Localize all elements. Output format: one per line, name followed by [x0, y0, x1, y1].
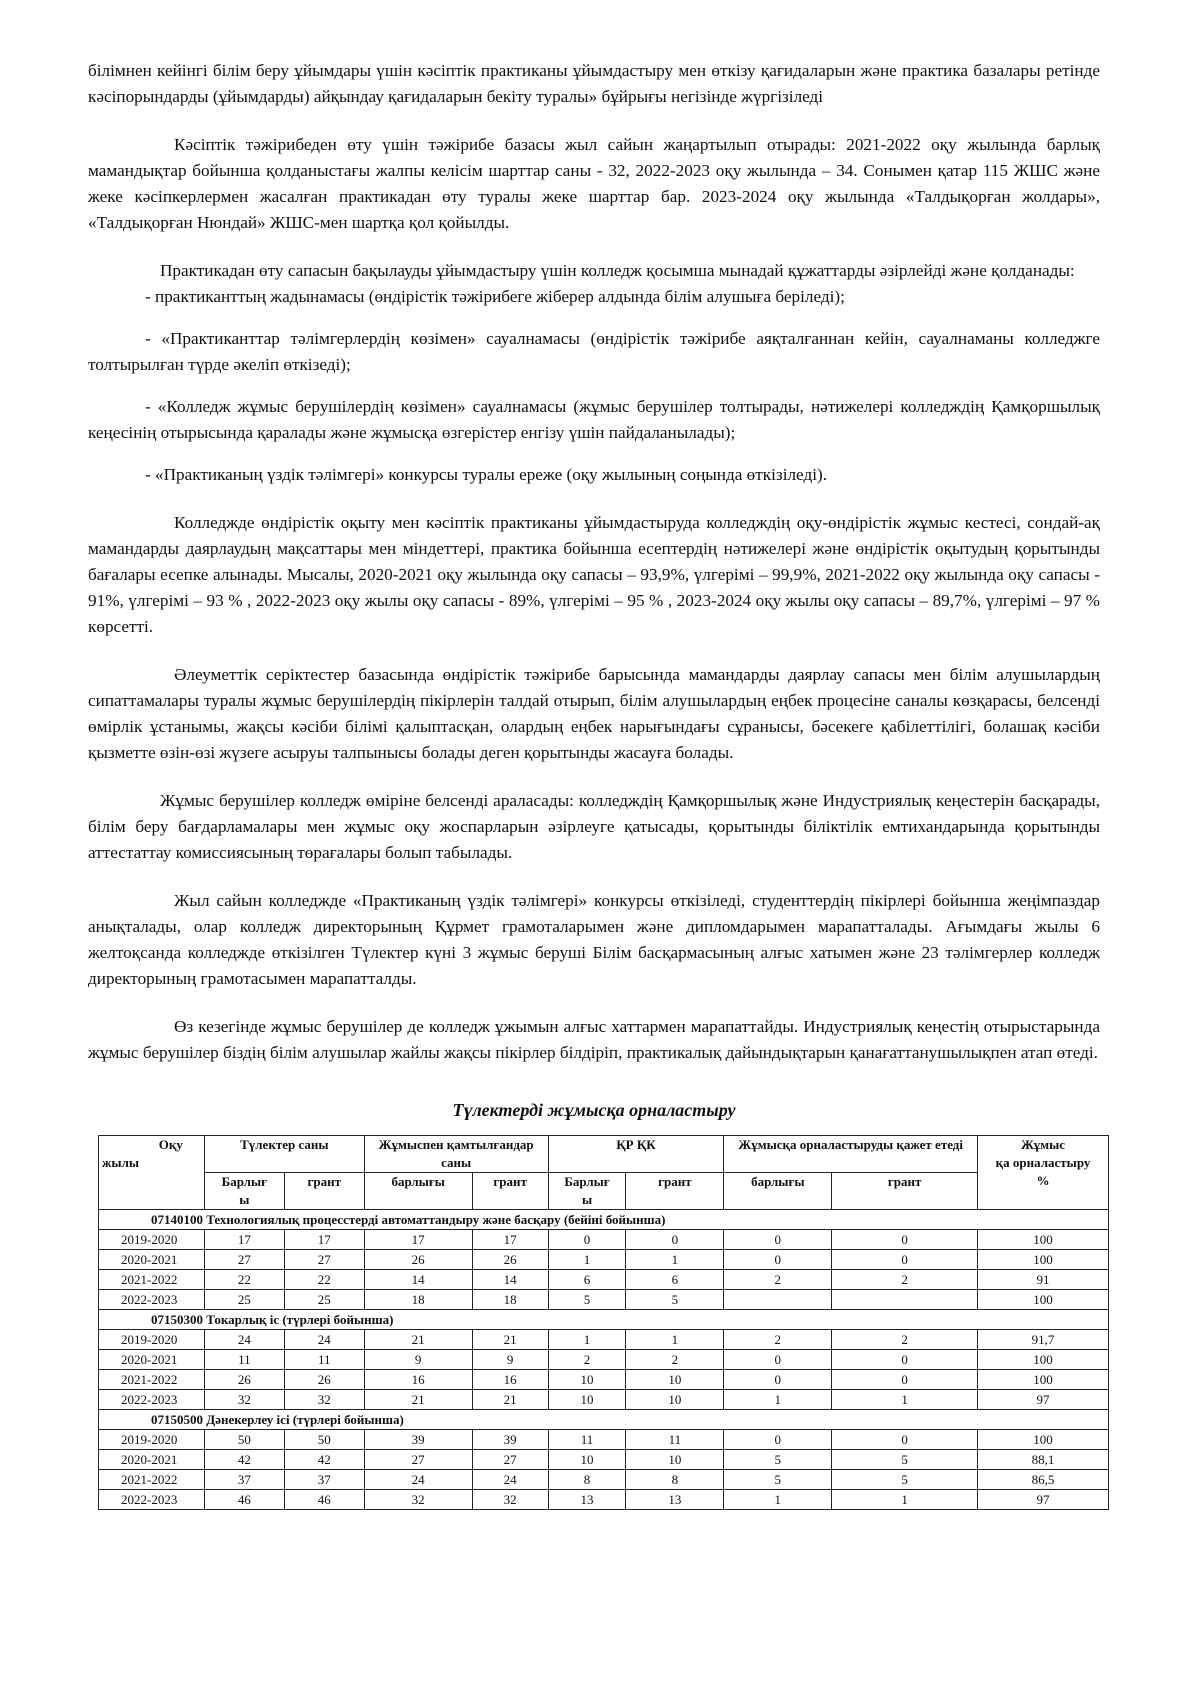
table-cell: 42	[204, 1450, 284, 1470]
table-cell: 0	[832, 1430, 978, 1450]
table-cell: 13	[626, 1490, 724, 1510]
subheader-employed-grant: грант	[472, 1173, 548, 1210]
table-cell: 2	[832, 1270, 978, 1290]
table-cell: 11	[204, 1350, 284, 1370]
table-cell: 32	[204, 1390, 284, 1410]
table-cell: 1	[548, 1250, 626, 1270]
table-cell: 8	[626, 1470, 724, 1490]
table-row	[99, 1290, 1109, 1310]
table-cell: 22	[284, 1270, 364, 1290]
table-cell: 5	[832, 1470, 978, 1490]
table-cell: 0	[832, 1250, 978, 1270]
table-cell: 17	[364, 1230, 472, 1250]
table-cell: 9	[364, 1350, 472, 1370]
paragraph-quality-control: Практикадан өту сапасын бақылауды ұйымдастыру үшін колледж қосымша мынадай құжаттарды әзірлейді және қолданады:	[160, 261, 1075, 280]
table-cell: 91,7	[978, 1330, 1109, 1350]
table-cell: 32	[284, 1390, 364, 1410]
table-cell: 10	[626, 1450, 724, 1470]
table-row	[99, 1350, 1109, 1370]
table-cell: 100	[978, 1230, 1109, 1250]
table-cell: 2	[724, 1330, 832, 1350]
header-employed: Жұмыспен қамтылғандар саны	[364, 1136, 548, 1173]
table-cell: 0	[724, 1350, 832, 1370]
table-cell: 2	[548, 1350, 626, 1370]
table-cell: 9	[472, 1350, 548, 1370]
paragraph-practice-results: Колледжде өндірістік оқыту мен кәсіптік практиканы ұйымдастыруда колледждің оқу-өндірістік жұмыс кестесі, сондай-ақ мамандарды даярлаудың мақсаттары мен міндеттері, практика бойынша есептердің нәтижелері және өндірістік оқытудың қорытынды бағалары есепке алынады. Мысалы, 2020-2021 оқу жылында оқу сапасы – 93,9%, үлгерімі – 99,9%, 2021-2022 оқу жылында оқу сапасы - 91%, үлгерімі – 93 % , 2022-2023 оқу жылы оқу сапасы - 89%, үлгерімі – 95 % , 2023-2024 оқу жылы оқу сапасы – 89,7%, үлгерімі – 97 % көрсетті.	[88, 513, 1100, 636]
header-kr-kk: ҚР ҚК	[548, 1136, 724, 1173]
table-section-row	[99, 1410, 1109, 1430]
table-cell: 1	[832, 1490, 978, 1510]
paragraph-practice-base: Кәсіптік тәжірибеден өту үшін тәжірибе базасы жыл сайын жаңартылып отырады: 2021-2022 оқу жылында барлық мамандықтар бойынша қолданыстағы жалпы келісім шарттар саны - 32, 2022-2023 оқу жылында – 34. Сонымен қатар 115 ЖШС және жеке кәсіпкерлермен жасалған практикадан өту туралы жеке шарттар бар. 2023-2024 оқу жылында «Талдықорған жолдары», «Талдықорған Нюндай» ЖШС-мен шартқа қол қойылды.	[88, 135, 1100, 232]
table-cell: 2	[832, 1330, 978, 1350]
specialty-title: 07140100 Технологиялық процесстерді автоматтандыру және басқару (бейіні бойынша)	[99, 1210, 1109, 1230]
table-cell: 27	[204, 1250, 284, 1270]
table-cell: 0	[548, 1230, 626, 1250]
bullet-memo: - практиканттың жадынамасы (өндірістік тәжірибеге жіберер алдында білім алушыға беріледі);	[145, 287, 845, 306]
year-cell: 2021-2022	[99, 1270, 205, 1290]
header-graduates: Түлектер саны	[204, 1136, 364, 1173]
table-cell: 17	[204, 1230, 284, 1250]
table-cell: 10	[548, 1450, 626, 1470]
table-cell: 1	[626, 1330, 724, 1350]
subheader-graduates-total: Барлығ ы	[204, 1173, 284, 1210]
table-cell: 26	[204, 1370, 284, 1390]
table-section-row	[99, 1210, 1109, 1230]
table-cell: 39	[472, 1430, 548, 1450]
table-cell: 5	[626, 1290, 724, 1310]
table-cell: 5	[724, 1450, 832, 1470]
subheader-krkk-total: Барлығ ы	[548, 1173, 626, 1210]
table-cell: 26	[364, 1250, 472, 1270]
table-cell: 14	[364, 1270, 472, 1290]
table-cell: 0	[832, 1350, 978, 1370]
table-cell: 5	[724, 1470, 832, 1490]
table-cell: 24	[472, 1470, 548, 1490]
table-row	[99, 1250, 1109, 1270]
year-cell: 2019-2020	[99, 1430, 205, 1450]
table-row	[99, 1230, 1109, 1250]
table-cell: 8	[548, 1470, 626, 1490]
table-cell: 27	[364, 1450, 472, 1470]
table-cell: 1	[832, 1390, 978, 1410]
table-cell: 91	[978, 1270, 1109, 1290]
year-cell: 2021-2022	[99, 1370, 205, 1390]
paragraph-employers-involvement: Жұмыс берушілер колледж өміріне белсенді араласады: колледждің Қамқоршылық және Индустриялық кеңестерін басқарады, білім беру бағдарламалары мен жұмыс оқу жоспарларын әзірлеуге қатысады, қорытынды біліктілік емтихандарында қорытынды аттестаттау комиссиясының төрағалары болып табылады.	[88, 791, 1100, 862]
table-cell: 100	[978, 1250, 1109, 1270]
table-cell: 22	[204, 1270, 284, 1290]
subheader-need-grant: грант	[832, 1173, 978, 1210]
bullet-best-mentor-contest: - «Практиканың үздік тәлімгері» конкурсы туралы ереже (оқу жылының соңында өткізіледі).	[145, 465, 827, 484]
paragraph-order-basis: білімнен кейінгі білім беру ұйымдары үшін кәсіптік практиканы ұйымдастыру мен өткізу қағидаларын және практика базалары ретінде кәсіпорындарды (ұйымдарды) айқындау қағидаларын бекіту туралы» бұйрығы негізінде жүргізіледі	[88, 61, 1100, 106]
table-cell: 1	[548, 1330, 626, 1350]
table-cell: 5	[832, 1450, 978, 1470]
table-cell: 27	[472, 1450, 548, 1470]
table-cell: 97	[978, 1390, 1109, 1410]
table-cell: 100	[978, 1370, 1109, 1390]
header-year: Оқу жылы	[99, 1136, 205, 1210]
table-cell: 46	[284, 1490, 364, 1510]
table-cell: 10	[548, 1390, 626, 1410]
table-cell: 26	[472, 1250, 548, 1270]
year-cell: 2020-2021	[99, 1450, 205, 1470]
table-cell: 13	[548, 1490, 626, 1510]
subheader-graduates-grant: грант	[284, 1173, 364, 1210]
year-cell: 2020-2021	[99, 1250, 205, 1270]
table-cell: 21	[364, 1390, 472, 1410]
table-row	[99, 1470, 1109, 1490]
table-cell: 17	[284, 1230, 364, 1250]
table-cell: 46	[204, 1490, 284, 1510]
year-cell: 2020-2021	[99, 1350, 205, 1370]
table-cell: 1	[626, 1250, 724, 1270]
subheader-krkk-grant: грант	[626, 1173, 724, 1210]
bullet-employer-survey: - «Колледж жұмыс берушілердің көзімен» сауалнамасы (жұмыс берушілер толтырады, нәтижелері колледждің Қамқоршылық кеңесінің отырысында қаралады және жұмысқа өзгерістер енгізу үшін пайдаланылады);	[88, 397, 1100, 442]
table-cell	[724, 1290, 832, 1310]
table-row	[99, 1270, 1109, 1290]
table-cell: 0	[626, 1230, 724, 1250]
subheader-employed-total: барлығы	[364, 1173, 472, 1210]
table-cell: 0	[724, 1430, 832, 1450]
year-cell: 2021-2022	[99, 1470, 205, 1490]
table-row	[99, 1490, 1109, 1510]
year-cell: 2022-2023	[99, 1290, 205, 1310]
year-cell: 2019-2020	[99, 1330, 205, 1350]
table-cell: 10	[626, 1390, 724, 1410]
table-cell: 0	[832, 1230, 978, 1250]
table-cell: 16	[364, 1370, 472, 1390]
header-need-employment: Жұмысқа орналастыруды қажет етеді	[724, 1136, 978, 1173]
table-cell: 37	[284, 1470, 364, 1490]
table-cell: 42	[284, 1450, 364, 1470]
table-cell: 50	[204, 1430, 284, 1450]
paragraph-social-partners: Әлеуметтік серіктестер базасында өндірістік тәжірибе барысында мамандарды даярлау сапасы мен білім алушылардың сипаттамалары туралы жұмыс берушілердің пікірлерін талдай отырып, білім алушылардың еңбек процесіне саналы көзқарасы, белсенді өмірлік ұстанымы, жақсы кәсіби білімі қалыптасқан, олардың еңбек нарығындағы сұранысы, бәсекеге қабілеттілігі, болашақ кәсіби қызметте өзін-өзі жүзеге асыруы талпынысы болады деген қорытынды жасауға болады.	[88, 665, 1100, 762]
header-employment-percent: Жұмыс қа орналастыру %	[978, 1136, 1109, 1210]
table-cell: 26	[284, 1370, 364, 1390]
table-cell: 24	[284, 1330, 364, 1350]
table-cell: 32	[472, 1490, 548, 1510]
table-cell: 24	[204, 1330, 284, 1350]
table-row	[99, 1390, 1109, 1410]
table-row	[99, 1370, 1109, 1390]
table-cell: 11	[548, 1430, 626, 1450]
table-cell: 37	[204, 1470, 284, 1490]
bullet-trainee-survey: - «Практиканттар тәлімгерлердің көзімен» сауалнамасы (өндірістік тәжірибе аяқталғаннан кейін, сауалнаманы колледжге толтырылған түрде әкеліп өткізеді);	[88, 329, 1100, 374]
table-cell: 18	[364, 1290, 472, 1310]
table-cell: 10	[626, 1370, 724, 1390]
table-cell: 0	[724, 1370, 832, 1390]
table-cell: 2	[626, 1350, 724, 1370]
table-row	[99, 1430, 1109, 1450]
year-cell: 2022-2023	[99, 1390, 205, 1410]
specialty-title: 07150500 Дәнекерлеу ісі (түрлері бойынша)	[99, 1410, 1109, 1430]
employment-table	[98, 1135, 1109, 1510]
table-cell: 24	[364, 1470, 472, 1490]
year-cell: 2019-2020	[99, 1230, 205, 1250]
table-row	[99, 1450, 1109, 1470]
table-cell: 100	[978, 1290, 1109, 1310]
table-cell: 32	[364, 1490, 472, 1510]
table-cell: 10	[548, 1370, 626, 1390]
year-cell: 2022-2023	[99, 1490, 205, 1510]
table-cell: 50	[284, 1430, 364, 1450]
table-cell: 18	[472, 1290, 548, 1310]
table-cell	[832, 1290, 978, 1310]
specialty-title: 07150300 Токарлық іс (түрлері бойынша)	[99, 1310, 1109, 1330]
table-cell: 21	[472, 1330, 548, 1350]
table-body	[99, 1210, 1109, 1510]
table-cell: 1	[724, 1390, 832, 1410]
paragraph-employers-gratitude: Өз кезегінде жұмыс берушілер де колледж ұжымын алғыс хаттармен марапаттайды. Индустриялық кеңестің отырыстарында жұмыс берушілер біздің білім алушылар жайлы жақсы пікірлер білдіріп, практикалық дайындықтарын қанағаттанушылықпен атап өтеді.	[88, 1017, 1100, 1062]
table-cell: 100	[978, 1430, 1109, 1450]
paragraph-annual-contest: Жыл сайын колледжде «Практиканың үздік тәлімгері» конкурсы өткізіледі, студенттердің пікірлері бойынша жеңімпаздар анықталады, олар колледж директорының Құрмет грамоталарымен және дипломдарымен марапатталады. Ағымдағы жылы 6 желтоқсанда колледжде өткізілген Түлектер күні 3 жұмыс беруші Білім басқармасының алғыс хатымен және 23 тәлімгерлер колледж директорының грамотасымен марапатталды.	[88, 891, 1100, 988]
table-cell: 11	[626, 1430, 724, 1450]
table-cell: 25	[284, 1290, 364, 1310]
table-cell: 0	[724, 1250, 832, 1270]
table-cell: 21	[472, 1390, 548, 1410]
table-cell: 6	[548, 1270, 626, 1290]
table-cell: 6	[626, 1270, 724, 1290]
table-cell: 1	[724, 1490, 832, 1510]
table-cell: 16	[472, 1370, 548, 1390]
table-cell: 39	[364, 1430, 472, 1450]
table-cell: 86,5	[978, 1470, 1109, 1490]
table-cell: 27	[284, 1250, 364, 1270]
table-cell: 21	[364, 1330, 472, 1350]
subheader-need-total: барлығы	[724, 1173, 832, 1210]
table-cell: 25	[204, 1290, 284, 1310]
table-cell: 17	[472, 1230, 548, 1250]
table-cell: 2	[724, 1270, 832, 1290]
table-section-row	[99, 1310, 1109, 1330]
table-row	[99, 1330, 1109, 1350]
table-cell: 0	[832, 1370, 978, 1390]
table-cell: 100	[978, 1350, 1109, 1370]
table-title: Түлектерді жұмысқа орналастыру	[452, 1100, 736, 1120]
table-cell: 5	[548, 1290, 626, 1310]
table-cell: 97	[978, 1490, 1109, 1510]
table-cell: 11	[284, 1350, 364, 1370]
table-cell: 14	[472, 1270, 548, 1290]
document-page	[88, 58, 1100, 1510]
table-cell: 0	[724, 1230, 832, 1250]
table-cell: 88,1	[978, 1450, 1109, 1470]
